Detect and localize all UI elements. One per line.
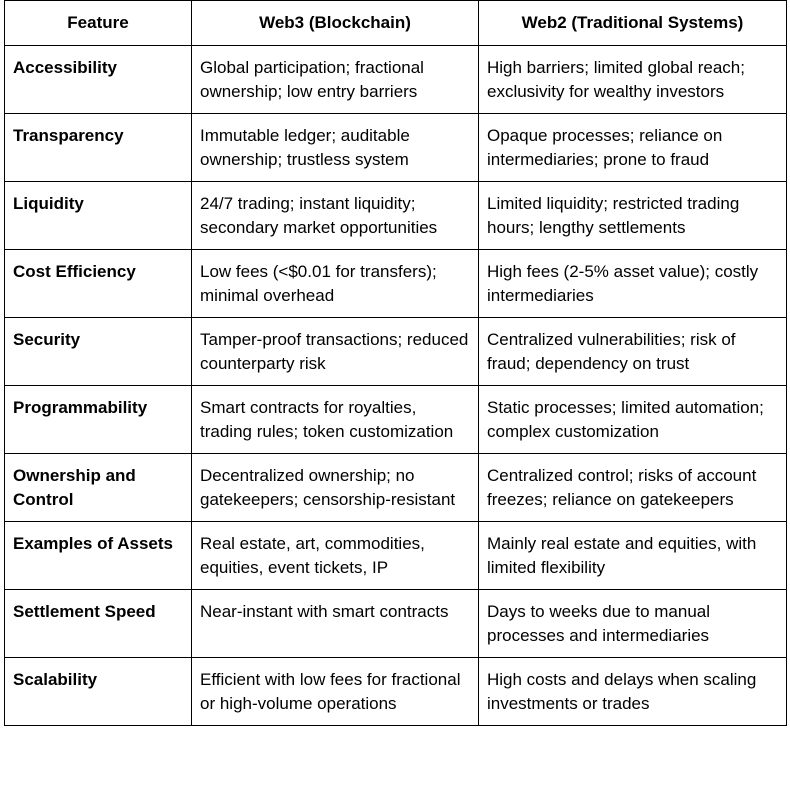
web2-cell: Centralized control; risks of account freezes; reliance on gatekeepers xyxy=(479,454,787,522)
table-row xyxy=(5,522,787,590)
comparison-table xyxy=(4,0,787,726)
table-row xyxy=(5,454,787,522)
web2-cell: High fees (2-5% asset value); costly intermediaries xyxy=(479,250,787,318)
feature-cell: Transparency xyxy=(5,114,192,182)
table-row xyxy=(5,590,787,658)
feature-cell: Security xyxy=(5,318,192,386)
feature-cell: Accessibility xyxy=(5,46,192,114)
web2-cell: High costs and delays when scaling investments or trades xyxy=(479,658,787,726)
web3-cell: Low fees (<$0.01 for transfers); minimal overhead xyxy=(192,250,479,318)
web3-cell: Tamper-proof transactions; reduced counterparty risk xyxy=(192,318,479,386)
web3-cell: Smart contracts for royalties, trading rules; token customization xyxy=(192,386,479,454)
table-row xyxy=(5,114,787,182)
web3-cell: Efficient with low fees for fractional or high-volume operations xyxy=(192,658,479,726)
table-row xyxy=(5,386,787,454)
feature-cell: Cost Efficiency xyxy=(5,250,192,318)
web3-cell: Global participation; fractional ownership; low entry barriers xyxy=(192,46,479,114)
table-row xyxy=(5,250,787,318)
web3-cell: Decentralized ownership; no gatekeepers; censorship-resistant xyxy=(192,454,479,522)
web3-cell: 24/7 trading; instant liquidity; secondary market opportunities xyxy=(192,182,479,250)
feature-cell: Programmability xyxy=(5,386,192,454)
feature-cell: Examples of Assets xyxy=(5,522,192,590)
table-row xyxy=(5,46,787,114)
web2-cell: Mainly real estate and equities, with limited flexibility xyxy=(479,522,787,590)
table-row xyxy=(5,182,787,250)
web2-cell: Days to weeks due to manual processes and intermediaries xyxy=(479,590,787,658)
web2-cell: Opaque processes; reliance on intermediaries; prone to fraud xyxy=(479,114,787,182)
feature-cell: Ownership and Control xyxy=(5,454,192,522)
header-row xyxy=(5,1,787,46)
web2-cell: Limited liquidity; restricted trading hours; lengthy settlements xyxy=(479,182,787,250)
feature-cell: Settlement Speed xyxy=(5,590,192,658)
header-web3: Web3 (Blockchain) xyxy=(192,1,479,46)
web2-cell: High barriers; limited global reach; exclusivity for wealthy investors xyxy=(479,46,787,114)
web3-cell: Near-instant with smart contracts xyxy=(192,590,479,658)
table-row xyxy=(5,658,787,726)
web3-cell: Real estate, art, commodities, equities, event tickets, IP xyxy=(192,522,479,590)
header-web2: Web2 (Traditional Systems) xyxy=(479,1,787,46)
web3-cell: Immutable ledger; auditable ownership; trustless system xyxy=(192,114,479,182)
web2-cell: Centralized vulnerabilities; risk of fraud; dependency on trust xyxy=(479,318,787,386)
web2-cell: Static processes; limited automation; complex customization xyxy=(479,386,787,454)
feature-cell: Scalability xyxy=(5,658,192,726)
header-feature: Feature xyxy=(5,1,192,46)
feature-cell: Liquidity xyxy=(5,182,192,250)
table-row xyxy=(5,318,787,386)
